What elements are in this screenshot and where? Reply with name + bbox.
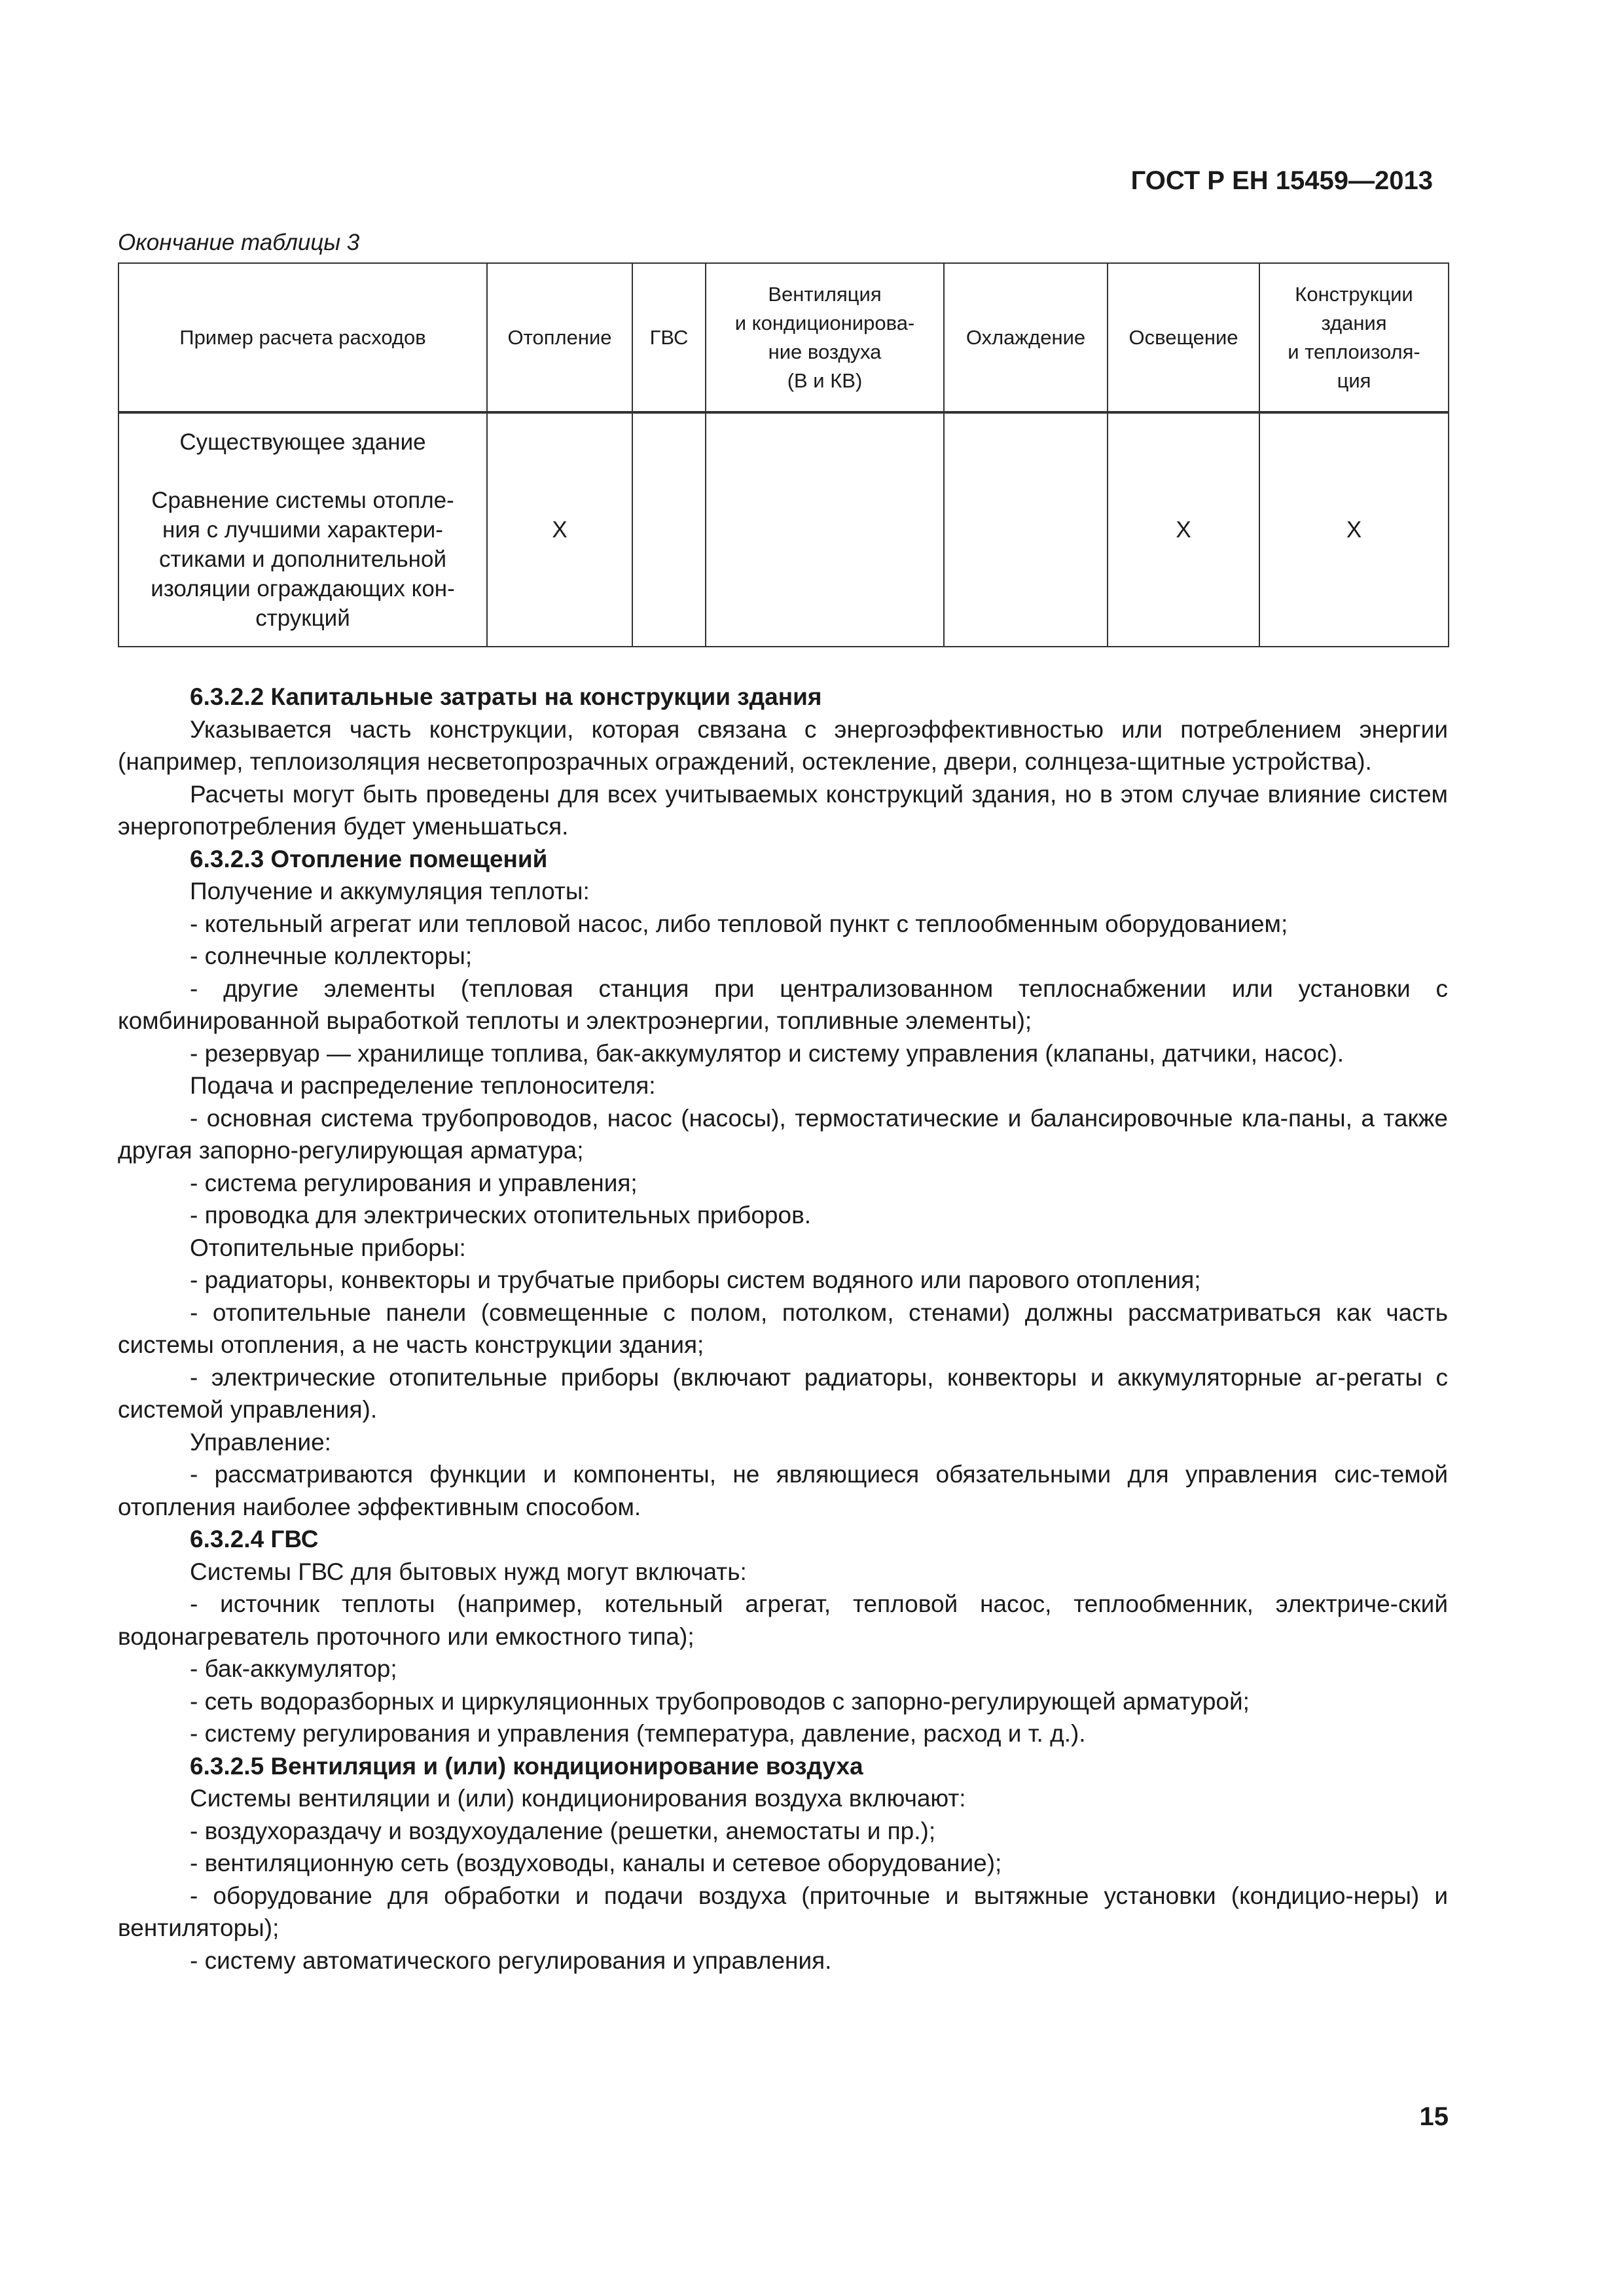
example-text: Сравнение системы отопле- ния с лучшими характери- стиками и дополнительной изоляции ограждающих кон- струкций (151, 487, 455, 631)
column-header-dhw: ГВС (632, 263, 706, 412)
cell-cooling (944, 412, 1108, 647)
table-caption: Окончание таблицы 3 (118, 230, 360, 255)
cell-lighting: X (1108, 412, 1259, 647)
paragraph: - систему регулирования и управления (температура, давление, расход и т. д.). (190, 1720, 1086, 1747)
page-number: 15 (1419, 2102, 1449, 2131)
paragraph: - проводка для электрических отопительных приборов. (190, 1202, 812, 1229)
paragraph: Расчеты могут быть проведены для всех учитываемых конструкций здания, но в этом случае влияние систем энергопотребления будет уменьшаться. (118, 780, 1448, 840)
paragraph: - отопительные панели (совмещенные с полом, потолком, стенами) должны рассматриваться как часть системы отопления, а не часть конструкции здания; (118, 1299, 1448, 1358)
paragraph: Управление: (190, 1428, 331, 1456)
paragraph: - вентиляционную сеть (воздуховоды, каналы и сетевое оборудование); (190, 1850, 1002, 1876)
paragraph: Получение и аккумуляция теплоты: (190, 878, 590, 905)
paragraph: - резервуар — хранилище топлива, бак-аккумулятор и систему управления (клапаны, датчики, насос). (190, 1039, 1344, 1067)
section-heading: 6.3.2.3 Отопление помещений (190, 845, 548, 872)
paragraph: Системы ГВС для бытовых нужд могут включать: (190, 1558, 747, 1585)
paragraph: Подача и распределение теплоносителя: (190, 1072, 656, 1099)
table-header-row (118, 263, 1449, 412)
paragraph: - котельный агрегат или тепловой насос, либо тепловой пункт с теплообменным оборудованием; (190, 910, 1288, 937)
column-header-lighting: Освещение (1108, 263, 1259, 412)
cell-ventilation (706, 412, 944, 647)
cost-table (118, 262, 1449, 647)
column-header-example: Пример расчета расходов (118, 263, 487, 412)
cell-construction: X (1259, 412, 1449, 647)
paragraph: Отопительные приборы: (190, 1234, 466, 1261)
column-header-ventilation: Вентиляция и кондиционирова- ние воздуха (В и КВ) (706, 263, 944, 412)
section-heading: 6.3.2.2 Капитальные затраты на конструкции здания (190, 683, 822, 710)
paragraph: - воздухораздачу и воздухоудаление (решетки, анемостаты и пр.); (190, 1817, 936, 1844)
paragraph: - солнечные коллекторы; (190, 942, 473, 969)
cell-heating: X (487, 412, 632, 647)
paragraph: - рассматриваются функции и компоненты, не являющиеся обязательными для управления сис-темой отопления наиболее эффективным способом. (118, 1461, 1448, 1520)
example-title: Существующее здание (179, 429, 426, 455)
paragraph: Системы вентиляции и (или) кондиционирования воздуха включают: (190, 1785, 966, 1812)
column-header-cooling: Охлаждение (944, 263, 1108, 412)
paragraph: - оборудование для обработки и подачи воздуха (приточные и вытяжные установки (кондицио-неры) и вентиляторы); (118, 1882, 1448, 1941)
cell-dhw (632, 412, 706, 647)
section-heading: 6.3.2.4 ГВС (190, 1526, 319, 1552)
paragraph: - электрические отопительные приборы (включают радиаторы, конвекторы и аккумуляторные аг-регаты с системой управления). (118, 1363, 1448, 1423)
paragraph: - систему автоматического регулирования и управления. (190, 1946, 832, 1974)
column-header-heating: Отопление (487, 263, 632, 412)
table-row (118, 412, 1449, 647)
paragraph: - другие элементы (тепловая станция при централизованном теплоснабжении или установки с комбинированной выработкой теплоты и электроэнергии, топливные элементы); (118, 975, 1448, 1034)
body-text (118, 681, 1448, 1977)
paragraph: - радиаторы, конвекторы и трубчатые приборы систем водяного или парового отопления; (190, 1266, 1201, 1293)
example-cell (118, 412, 487, 647)
paragraph: - бак-аккумулятор; (190, 1655, 397, 1682)
paragraph: - система регулирования и управления; (190, 1169, 638, 1196)
paragraph: - сеть водоразборных и циркуляционных трубопроводов с запорно-регулирующей арматурой; (190, 1687, 1250, 1715)
paragraph: Указывается часть конструкции, которая связана с энергоэффективностью или потреблением энергии (например, теплоизоляция несветопрозрачных ограждений, остекление, двери, солнцеза-щитные устройства). (118, 715, 1448, 775)
paragraph: - основная система трубопроводов, насос (насосы), термостатические и балансировочные кла-паны, а также другая запорно-регулирующая арматура; (118, 1104, 1448, 1164)
paragraph: - источник теплоты (например, котельный агрегат, тепловой насос, теплообменник, электриче-ский водонагреватель проточного или емкостного типа); (118, 1590, 1448, 1650)
column-header-construction: Конструкции здания и теплоизоля- ция (1259, 263, 1449, 412)
section-heading: 6.3.2.5 Вентиляция и (или) кондиционирование воздуха (190, 1752, 863, 1780)
document-code: ГОСТ Р ЕН 15459—2013 (1130, 166, 1433, 195)
